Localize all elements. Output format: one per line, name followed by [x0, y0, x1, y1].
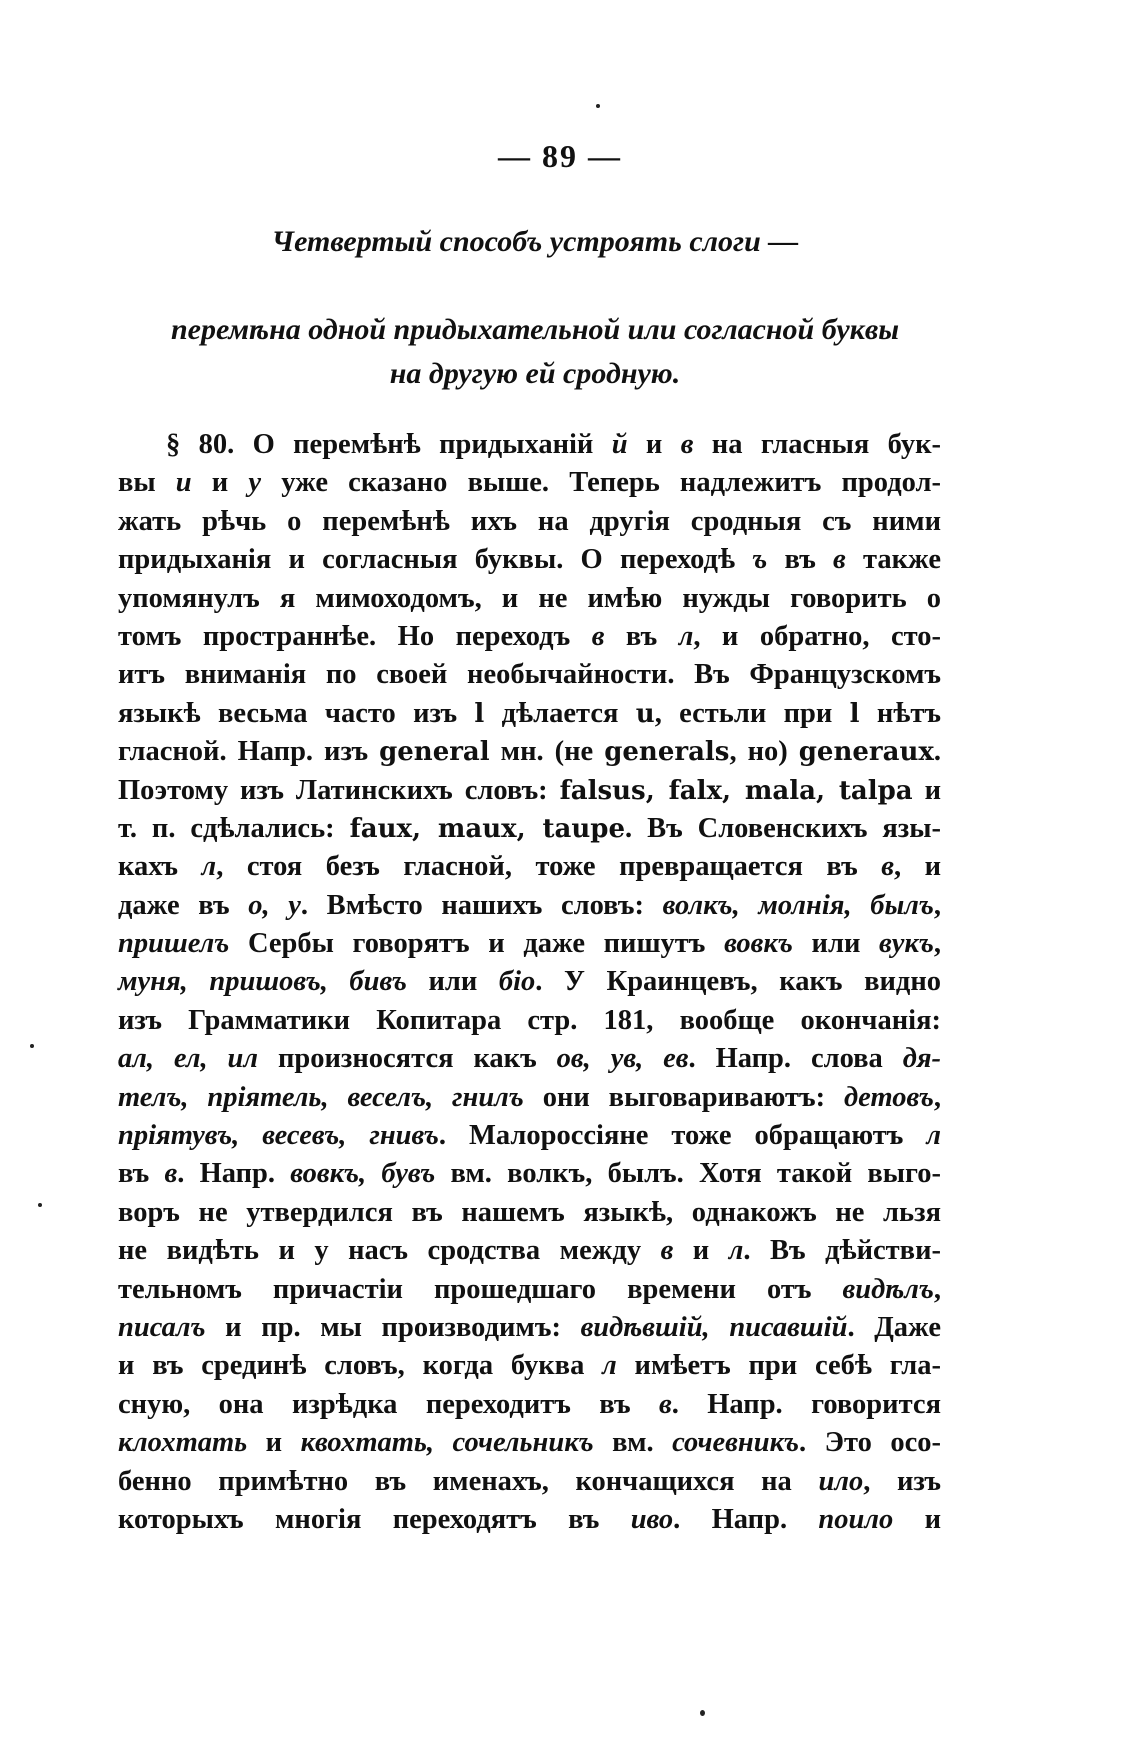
latin-word: faux, maux, taupe	[349, 813, 626, 844]
text-run: мн. (не	[489, 736, 605, 768]
text-line	[118, 1271, 941, 1309]
text-run: тельномъ причастіи прошедшаго времени отъ	[118, 1273, 843, 1305]
italic-term: в	[833, 544, 846, 576]
latin-word: falsus, falx, mala, talpa	[559, 775, 913, 806]
text-run: нѣтъ	[859, 697, 942, 729]
italic-term: телъ, пріятель, веселъ, гнилъ	[118, 1081, 524, 1113]
text-line	[118, 695, 941, 733]
text-run: имѣетъ при себѣ гла-	[616, 1350, 941, 1382]
italic-term: иво	[630, 1503, 674, 1535]
text-line	[118, 1079, 941, 1117]
italic-term: квохтать, сочельникъ	[300, 1427, 594, 1459]
italic-term: пріятувъ, весевъ, гнивъ	[118, 1120, 439, 1152]
text-run: . Напр. слова	[688, 1043, 903, 1075]
italic-term: видѣвшій, писавшій	[580, 1311, 848, 1343]
text-run: въ	[604, 620, 679, 652]
italic-term: вовкъ	[724, 928, 793, 960]
italic-term: детовъ	[844, 1081, 934, 1113]
italic-term: в	[591, 620, 605, 652]
text-run: упомянулъ я мимоходомъ, и не имѣю нужды говорить о	[118, 582, 941, 614]
text-run: , но)	[729, 736, 799, 768]
latin-word: l	[474, 698, 485, 729]
text-run: жать рѣчь о перемѣнѣ ихъ на другія сродныя съ ними	[118, 505, 941, 537]
text-line	[118, 1232, 941, 1270]
text-run: . Даже	[847, 1311, 941, 1343]
text-line	[118, 1002, 941, 1040]
text-line	[118, 848, 941, 886]
text-line	[118, 503, 941, 541]
italic-term: видѣлъ	[842, 1273, 934, 1305]
italic-term: дя-	[902, 1043, 942, 1075]
text-run: Сербы говорятъ и даже пишутъ	[229, 928, 725, 960]
text-line	[118, 1347, 941, 1385]
text-line	[118, 1194, 941, 1232]
italic-term: л	[201, 851, 217, 883]
latin-word: general	[379, 737, 490, 768]
text-line	[118, 464, 941, 502]
italic-term: ал, ел, ил	[118, 1043, 259, 1075]
text-line	[118, 618, 941, 656]
italic-term: муня, пришовъ, бивъ	[118, 966, 407, 998]
text-run: сную, она изрѣдка переходитъ въ	[118, 1388, 659, 1420]
italic-term: л	[602, 1350, 617, 1382]
text-run: или	[406, 966, 499, 998]
text-run: Поэтому изъ Латинскихъ словъ:	[118, 774, 560, 806]
heading-line-2a: перемѣна одной придыхательной или согласной буквы	[170, 313, 900, 346]
italic-term: пришелъ	[118, 928, 230, 960]
heading-line-2b: на другую ей сродную.	[389, 357, 681, 390]
latin-word: u	[635, 698, 655, 729]
italic-term: в	[660, 1235, 674, 1267]
text-run: на гласныя бук-	[693, 429, 941, 460]
italic-term: у	[248, 467, 262, 499]
italic-term: л	[926, 1120, 942, 1152]
body-paragraph	[118, 426, 941, 1539]
text-run: придыханія и согласныя буквы. О переходѣ	[118, 544, 753, 576]
italic-term: ъ	[752, 544, 768, 576]
text-run: ,	[933, 928, 941, 960]
italic-term: вовкъ, бувъ	[290, 1158, 436, 1190]
text-run: они выговариваютъ:	[523, 1081, 845, 1113]
text-line	[118, 1117, 941, 1155]
italic-term: в	[164, 1158, 178, 1190]
speck-mark	[38, 1203, 42, 1207]
speck-mark	[700, 1710, 705, 1716]
text-run: также	[845, 544, 941, 576]
text-line	[118, 1309, 941, 1347]
text-run: итъ вниманія по своей необычайности. Въ Французскомъ	[118, 659, 941, 691]
text-run: ,	[933, 889, 942, 921]
text-run: гласной. Напр. изъ	[118, 736, 380, 768]
text-run: и	[247, 1427, 301, 1459]
italic-term: вукъ	[879, 928, 934, 960]
text-line	[118, 887, 941, 925]
text-run: , и	[893, 851, 942, 883]
text-run: воръ не утвердился въ нашемъ языкѣ, однакожъ не льзя	[118, 1196, 941, 1228]
italic-term: писалъ	[118, 1311, 206, 1343]
text-run: кахъ	[118, 851, 202, 883]
italic-term: біо	[498, 966, 536, 998]
text-run: и	[893, 1503, 941, 1535]
text-line	[118, 963, 941, 1001]
speck-mark	[596, 104, 600, 108]
text-run: т. п. сдѣлались:	[118, 812, 350, 844]
italic-term: в	[658, 1388, 672, 1420]
text-run: уже сказано выше. Теперь надлежитъ продол-	[261, 467, 941, 499]
section-subheading	[130, 308, 940, 396]
text-line	[118, 925, 941, 963]
text-run: . Вмѣсто нашихъ словъ:	[300, 889, 663, 921]
text-run: изъ Грамматики Копитара стр. 181, вообще окончанія:	[118, 1004, 941, 1036]
text-line	[118, 772, 941, 810]
text-run: , естьли при	[654, 697, 850, 729]
italic-term: волкъ, молнія, былъ	[662, 889, 934, 921]
text-run: ,	[933, 1081, 941, 1113]
text-run: вм. волкъ, былъ. Хотя такой выго-	[435, 1158, 941, 1190]
text-line	[118, 810, 941, 848]
text-run: . Напр.	[673, 1503, 819, 1535]
italic-term: в	[680, 429, 694, 460]
text-run: и въ срединѣ словъ, когда буква	[118, 1350, 603, 1382]
text-run: произносятся какъ	[258, 1043, 557, 1075]
text-line	[118, 656, 941, 694]
text-line	[118, 426, 941, 464]
text-run: . Въ Словенскихъ язы-	[625, 812, 941, 844]
italic-term: л	[678, 620, 694, 652]
text-run: и	[912, 774, 941, 806]
text-line	[118, 541, 941, 579]
text-run: даже въ	[118, 889, 249, 921]
text-run: . Это осо-	[799, 1427, 941, 1459]
italic-term: й	[611, 429, 628, 460]
text-line	[118, 1463, 941, 1501]
text-run: . Напр. говорится	[671, 1388, 941, 1420]
text-run: вм.	[593, 1427, 673, 1459]
text-run: языкѣ весьма часто изъ	[118, 697, 475, 729]
text-line	[118, 733, 941, 771]
italic-term: в	[881, 851, 894, 883]
italic-term: ов, ув, ев	[556, 1043, 689, 1075]
heading-line-1: Четвертый способъ устроять слоги —	[271, 225, 799, 258]
text-line	[118, 580, 941, 618]
text-run: не видѣть и у насъ сродства между	[118, 1235, 661, 1267]
text-run: и	[191, 467, 249, 499]
text-run: § 80. О перемѣнѣ придыханій	[166, 429, 612, 460]
italic-term: л	[728, 1235, 744, 1267]
latin-word: generals	[604, 737, 730, 768]
text-run: . У Краинцевъ, какъ видно	[535, 966, 941, 998]
latin-word: l	[849, 698, 860, 729]
text-run: вы	[118, 467, 176, 499]
text-run: .	[933, 736, 941, 768]
italic-term: о, у	[248, 889, 301, 921]
italic-term: и	[175, 467, 192, 499]
latin-word: generaux	[798, 737, 934, 768]
italic-term: ило	[818, 1465, 864, 1497]
italic-term: поило	[818, 1503, 894, 1535]
text-run: , изъ	[863, 1465, 941, 1497]
text-run: и	[673, 1235, 729, 1267]
text-run: и	[627, 429, 681, 460]
text-line	[118, 1501, 941, 1539]
text-run: въ	[767, 544, 834, 576]
speck-mark	[30, 1044, 34, 1048]
section-heading	[130, 220, 940, 264]
text-line	[118, 1040, 941, 1078]
italic-term: клохтать	[118, 1427, 248, 1459]
text-run: . Напр.	[177, 1158, 291, 1190]
text-line	[118, 1155, 941, 1193]
text-run: бенно примѣтно въ именахъ, кончащихся на	[118, 1465, 819, 1497]
page-number: — 89 —	[498, 138, 622, 174]
text-run: томъ пространнѣе. Но переходъ	[118, 620, 592, 652]
text-run: въ	[118, 1158, 165, 1190]
text-run: ,	[933, 1273, 941, 1305]
text-run: или	[792, 928, 880, 960]
text-run: . Малороссіяне тоже обращаютъ	[438, 1120, 927, 1152]
italic-term: сочевникъ	[672, 1427, 800, 1459]
text-line	[118, 1424, 941, 1462]
text-run: . Въ дѣйстви-	[743, 1235, 941, 1267]
text-line	[118, 1386, 941, 1424]
text-run: , стоя безъ гласной, тоже превращается въ	[216, 851, 882, 883]
text-run: дѣлается	[484, 697, 636, 729]
text-run: и пр. мы производимъ:	[205, 1311, 581, 1343]
text-run: которыхъ многія переходятъ въ	[118, 1503, 631, 1535]
text-run: , и обратно, сто-	[693, 620, 941, 652]
